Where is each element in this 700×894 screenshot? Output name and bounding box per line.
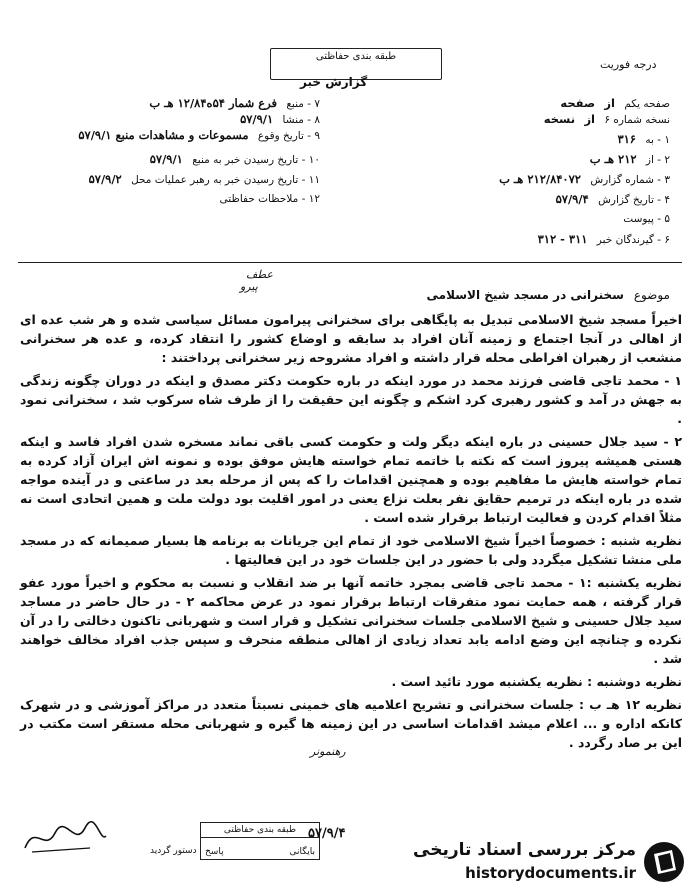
watermark <box>386 836 686 888</box>
footer-box-archive: بایگانی <box>289 847 315 857</box>
body-paragraph: نظریه یکشنبه :۱ - محمد تاجی قاضی بمجرد خاتمه آنها بر ضد انقلاب و نسبت به محکوم و اخیراً مورد عفو قرار گرفته ، همه حمایت نمود متفرقات ارتباط برقرار نمود در عرض محاکمه ۲ - در حال حاضر در مساجد سید جلال حسینی و شیخ الاسلامی جلسات سخنرانی تشکیل و قرار است و شهربانی تاکنون دخالتی را در آن نکرده و چنانچه این وضع ادامه یابد تعداد زیادی از اهالی منطقه منحرف و سپس جذب افراد مخالف خواهند شد . <box>20 575 683 666</box>
footer-date: ۵۷/۹/۴ <box>308 826 346 841</box>
field-occurrence-date: ۹ - تاریخ وقوع مسموعات و مشاهدات منبع ۵۷/۹/۱ <box>78 128 320 142</box>
subject-label: موضوع <box>633 288 670 302</box>
signature <box>20 818 110 862</box>
header-divider <box>18 262 682 263</box>
field-recipients: ۶ - گیرندگان خبر ۳۱۱ - ۳۱۲ <box>537 232 670 246</box>
field-copy: نسخه شماره ۶ از نسخه <box>543 112 670 126</box>
field-receipt-by-officer: ۱۱ - تاریخ رسیدن خبر به رهبر عملیات محل ۵۷/۹/۲ <box>88 172 320 186</box>
footer-box-reply: پاسخ <box>205 847 224 857</box>
field-page: صفحه یکم از صفحه <box>560 96 670 110</box>
ref-label: عطف <box>246 268 273 281</box>
field-security-notes: ۱۲ - ملاحظات حفاظتی <box>219 193 320 205</box>
field-report-number: ۳ - شماره گزارش ۲۱۲/۸۴۰۷۲ هـ ب <box>499 172 670 186</box>
field-attachment: ۵ - پیوست <box>623 213 670 225</box>
field-origin: ۸ - منشا ۵۷/۹/۱ <box>240 112 320 126</box>
field-report-date: ۴ - تاریخ گزارش ۵۷/۹/۴ <box>555 192 670 206</box>
body-paragraph: اخیراً مسجد شیخ الاسلامی تبدیل به پایگاهی برای سخنرانی پیرامون مسائل سیاسی شده و هر شب عده ای از اهالی در آنجا اجتماع و زمینه آنان افراد بد سابقه و اوضاع کشور را انتقاد کرده، و عده هر سخنرانی منشعب از رهبران افراطی محله قرار داشته و افراد مشروحه زیر سخنرانی پرداختند : <box>20 312 682 365</box>
footer-box-title: طبقه بندی حفاظتی <box>201 823 319 838</box>
field-source: ۷ - منبع فرع شمار ۵۴ه۱۲/۸۴ هـ ب <box>149 96 320 110</box>
report-title: گزارش خبر <box>300 75 368 89</box>
subject-value: سخنرانی در مسجد شیخ الاسلامی <box>426 288 624 302</box>
subject-line <box>427 288 670 302</box>
body-paragraph: نظریه شنبه : خصوصاً اخیراً شیخ الاسلامی خود از تمام این جریانات به برنامه ها بسیار صمیمانه که در مسجد ملی منشا تشکیل میگردد ولی با حضور در این جلسات خود در این فعالیتها . <box>20 533 682 567</box>
body-paragraph: ۲ - سید جلال حسینی در باره اینکه دیگر ولت و حکومت کسی باقی نماند مسخره شدن افراد فاسد و اینکه هستی همیشه پیروز است که نکته با خاتمه تمام خواسته هایش موفق بوده و نمونه اش ایران آزاد کرده به تمام خواسته هایش ما مفاهیم بوده و همچنین اقدامات را که پس از مرحله بعد در ساعتی و در آینده مواجه شده در باره اینکه در ترمیم حقایق نفر بعلت نزاع یعنی در امور اقلیت بود دولت ملت و همین اتحادی است نه مثلاً اقدام کردن و فعالیت ارتباط برقرار شده است . <box>20 434 682 525</box>
handwritten-note: رهنمونر <box>310 745 346 758</box>
field-receipt-by-source: ۱۰ - تاریخ رسیدن خبر به منبع ۵۷/۹/۱ <box>149 152 320 166</box>
field-from: ۲ - از ۲۱۲ هـ ب <box>589 152 670 166</box>
report-body <box>20 310 682 756</box>
urgency-label: درجه فوریت <box>600 58 657 71</box>
footer-classification-box <box>200 822 320 860</box>
order-label: دستور گردید <box>150 846 197 856</box>
body-paragraph: ۱ - محمد تاجی قاضی فرزند محمد در مورد اینکه در باره حکومت دکتر مصدق و اینکه در دوران چگونه زندگی به جهش در آمد و کشور رهبری کرد اشکم و چگونه این حقیقت را از طرف شاه سرکوب شد ، سخنرانی نمود . <box>20 373 682 426</box>
classification-label: طبقه بندی حفاظتی <box>315 51 397 62</box>
archive-logo-icon <box>642 840 686 884</box>
watermark-title: مرکز بررسی اسناد تاریخی <box>413 840 636 860</box>
follow-label: پیرو <box>240 280 258 293</box>
body-paragraph: نظریه ۱۲ هـ ب : جلسات سخنرانی و تشریح اعلامیه های خمینی نسبتاً متعدد در مراکز آموزشی و در شهرک کانکه اداره و ... اعلام میشد اقدامات اساسی در این زمینه ها گیره و شهربانی محله مستقر است مکتب در این بر صاد رگردد . <box>20 697 682 750</box>
body-paragraph: نظریه دوشنبه : نظریه یکشنبه مورد تائید است . <box>391 674 682 689</box>
field-to: ۱ - به ۳۱۶ <box>617 132 670 146</box>
watermark-url: historydocuments.ir <box>465 864 636 882</box>
